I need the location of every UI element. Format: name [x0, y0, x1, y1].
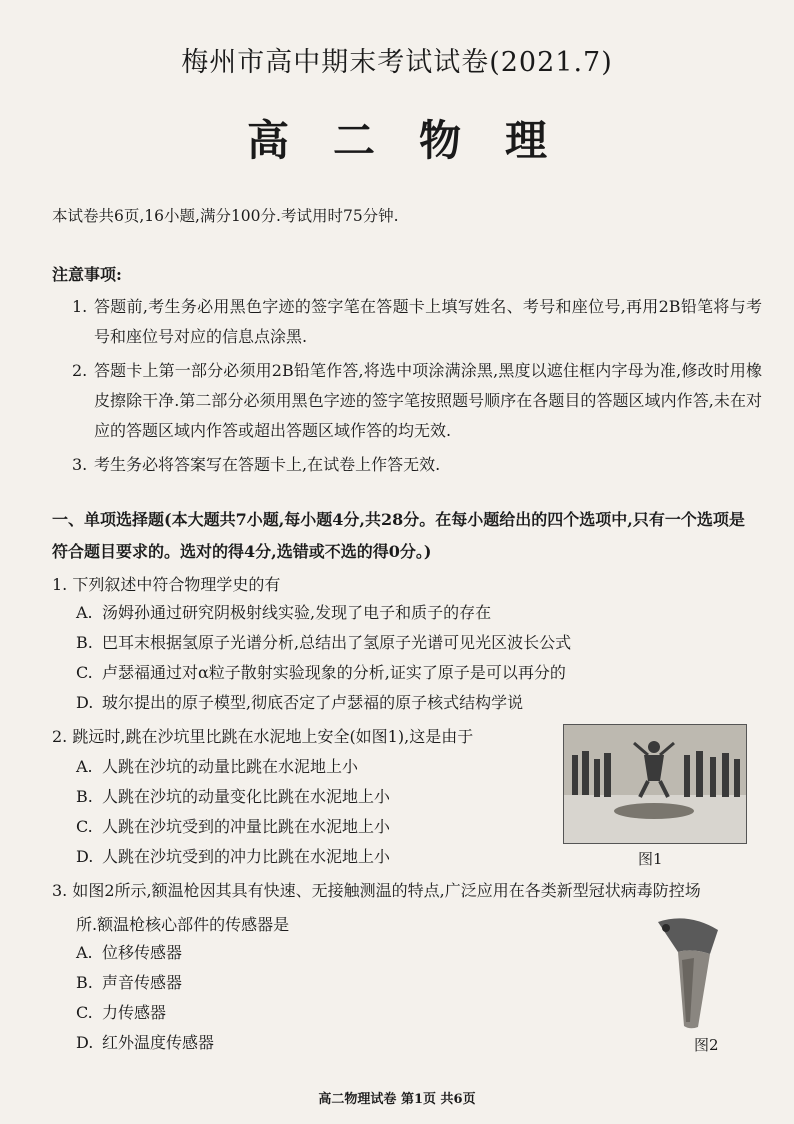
option-d — [76, 1028, 214, 1058]
note-number: 3. — [72, 455, 88, 474]
option-text: 人跳在沙坑的动量比跳在水泥地上小 — [102, 757, 359, 776]
note-text: 答题前,考生务必用黑色字迹的签字笔在答题卡上填写姓名、考号和座位号,再用2B铅笔将与考号和座位号对应的信息点涂黑. — [94, 297, 762, 346]
option-a — [76, 752, 390, 782]
question-3-options — [76, 938, 214, 1058]
subject-title: 高二物理 — [246, 116, 591, 165]
option-key: B. — [76, 973, 93, 992]
option-key: D. — [76, 847, 94, 866]
option-key: A. — [76, 757, 93, 776]
option-text: 力传感器 — [102, 1003, 167, 1022]
note-item — [72, 356, 762, 446]
option-b — [76, 968, 214, 998]
option-text: 红外温度传感器 — [102, 1033, 215, 1052]
figure-1-caption: 图1 — [638, 850, 663, 868]
figure-2-caption: 图2 — [694, 1036, 719, 1054]
option-d — [76, 688, 571, 718]
option-text: 汤姆孙通过研究阴极射线实验,发现了电子和质子的存在 — [102, 603, 492, 622]
option-text: 位移传感器 — [102, 943, 183, 962]
long-jump-photo — [563, 724, 747, 844]
long-jump-illustration — [564, 725, 746, 843]
option-c — [76, 998, 214, 1028]
question-2-options — [76, 752, 390, 872]
option-key: C. — [76, 1003, 93, 1022]
option-key: A. — [76, 603, 93, 622]
option-text: 玻尔提出的原子模型,彻底否定了卢瑟福的原子核式结构学说 — [102, 693, 524, 712]
option-text: 人跳在沙坑受到的冲力比跳在水泥地上小 — [102, 847, 391, 866]
note-text: 考生务必将答案写在答题卡上,在试卷上作答无效. — [94, 455, 441, 474]
note-number: 1. — [72, 297, 88, 316]
option-key: C. — [76, 663, 93, 682]
question-1-options — [76, 598, 571, 718]
question-1-stem: 1. 下列叙述中符合物理学史的有 — [52, 575, 281, 594]
option-a — [76, 598, 571, 628]
option-c — [76, 658, 571, 688]
note-item — [72, 292, 762, 352]
notes-list — [72, 292, 762, 484]
option-a — [76, 938, 214, 968]
option-b — [76, 782, 390, 812]
option-d — [76, 842, 390, 872]
option-text: 巴耳末根据氢原子光谱分析,总结出了氢原子光谱可见光区波长公式 — [102, 633, 572, 652]
option-key: D. — [76, 1033, 94, 1052]
exam-title: 梅州市高中期末考试试卷(2021.7) — [181, 47, 613, 78]
option-b — [76, 628, 571, 658]
note-number: 2. — [72, 361, 88, 380]
question-3-stem-line2: 所.额温枪核心部件的传感器是 — [76, 915, 290, 934]
page-footer: 高二物理试卷 第1页 共6页 — [318, 1092, 476, 1107]
question-3-stem-line1: 3. 如图2所示,额温枪因其具有快速、无接触测温的特点,广泛应用在各类新型冠状病毒防控场 — [52, 881, 701, 900]
question-2-stem: 2. 跳远时,跳在沙坑里比跳在水泥地上安全(如图1),这是由于 — [52, 727, 474, 746]
exam-intro: 本试卷共6页,16小题,满分100分.考试用时75分钟. — [52, 207, 399, 225]
option-text: 人跳在沙坑的动量变化比跳在水泥地上小 — [102, 787, 391, 806]
note-text: 答题卡上第一部分必须用2B铅笔作答,将选中项涂满涂黑,黑度以遮住框内字母为准,修改时用橡皮擦除干净.第二部分必须用黑色字迹的签字笔按照题号顺序在各题目的答题区域内作答,未在对应的答题区域内作答或超出答题区域作答的均无效. — [94, 361, 762, 440]
note-item — [72, 450, 762, 480]
option-text: 卢瑟福通过对α粒子散射实验现象的分析,证实了原子是可以再分的 — [102, 663, 566, 682]
option-key: C. — [76, 817, 93, 836]
option-key: B. — [76, 633, 93, 652]
notes-heading: 注意事项: — [52, 265, 122, 284]
option-c — [76, 812, 390, 842]
option-text: 声音传感器 — [102, 973, 183, 992]
thermometer-gun-illustration — [648, 912, 728, 1032]
section-heading: 一、单项选择题(本大题共7小题,每小题4分,共28分。在每小题给出的四个选项中,只有一个选项是符合题目要求的。选对的得4分,选错或不选的得0分。) — [52, 510, 745, 561]
option-key: D. — [76, 693, 94, 712]
option-key: B. — [76, 787, 93, 806]
option-key: A. — [76, 943, 93, 962]
option-text: 人跳在沙坑受到的冲量比跳在水泥地上小 — [102, 817, 391, 836]
